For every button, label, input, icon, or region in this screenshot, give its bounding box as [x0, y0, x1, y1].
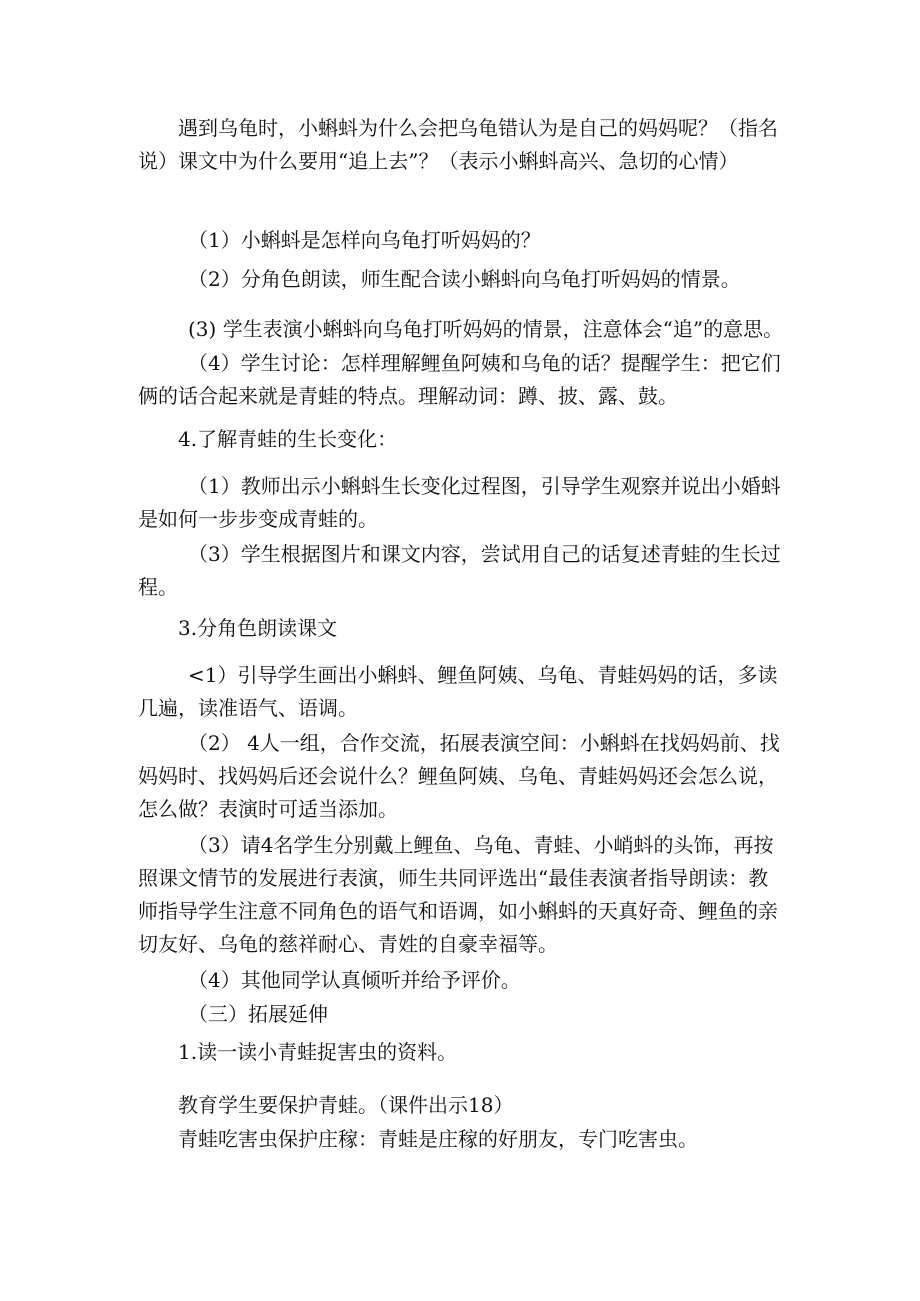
paragraph-extension-1: 1.读一读小青蛙捉害虫的资料。 — [178, 1040, 458, 1064]
paragraph-role-3: （3）请4名学生分别戴上鲤鱼、乌龟、青蛙、小峭蚪的头饰，再按照课文情节的发展进行表演，师生共同评选出“最佳表演者指导朗读：教师指导学生注意不同角色的语气和语调，如小蝌蚪的天真好奇、鲤鱼的亲切友好、乌龟的慈祥耐心、青姓的自豪幸福等。 — [138, 833, 778, 956]
paragraph-step-2: （2）分角色朗读，师生配合读小蝌蚪向乌龟打听妈妈的情景。 — [188, 267, 741, 291]
paragraph-protect-frogs: 教育学生要保护青蛙。（课件出示18） — [178, 1093, 514, 1117]
paragraph-role-2: （2） 4人一组，合作交流，拓展表演空间：小蝌蚪在找妈妈前、找妈妈时、找妈妈后还会说什么？鲤鱼阿姨、乌龟、青蛙妈妈还会怎么说，怎么做？表演时可适当添加。 — [138, 731, 780, 821]
paragraph-growth-1: （1）教师出示小蝌蚪生长变化过程图，引导学生观察并说出小婚蚪是如何一步步变成青蛙的。 — [138, 474, 781, 531]
paragraph-step-4: （4）学生讨论：怎样理解鲤鱼阿姨和乌龟的话？提醒学生：把它们俩的话合起来就是青蛙的特点。理解动词：蹲、披、露、鼓。 — [138, 351, 781, 408]
paragraph-role-1: <1）引导学生画出小蝌蚪、鲤鱼阿姨、乌龟、青蛙妈妈的话，多读几遍，读准语气、语调。 — [138, 663, 778, 720]
section-heading-role-reading: 3.分角色朗读课文 — [178, 616, 338, 640]
paragraph-step-3: (3) 学生表演小蝌蚪向乌龟打听妈妈的情景，注意体会“追”的意思。 — [188, 317, 784, 341]
paragraph-frogs-eat-pests: 青蛙吃害虫保护庄稼：青蛙是庄稼的好朋友，专门吃害虫。 — [178, 1127, 698, 1151]
paragraph-role-4: （4）其他同学认真倾听并给予评价。 — [188, 968, 521, 992]
section-heading-extension: （三）拓展延伸 — [188, 1002, 328, 1026]
paragraph-tortoise-question: 遇到乌龟时，小蝌蚪为什么会把乌龟错认为是自己的妈妈呢？（指名说）课文中为什么要用“追上去”？（表示小蝌蚪高兴、急切的心情） — [138, 116, 778, 173]
paragraph-growth-3: （3）学生根据图片和课文内容，尝试用自己的话复述青蛙的生长过程。 — [138, 542, 781, 599]
paragraph-step-1: （1）小蝌蚪是怎样向乌龟打听妈妈的？ — [188, 228, 541, 252]
section-heading-growth: 4.了解青蛙的生长变化： — [178, 427, 398, 451]
